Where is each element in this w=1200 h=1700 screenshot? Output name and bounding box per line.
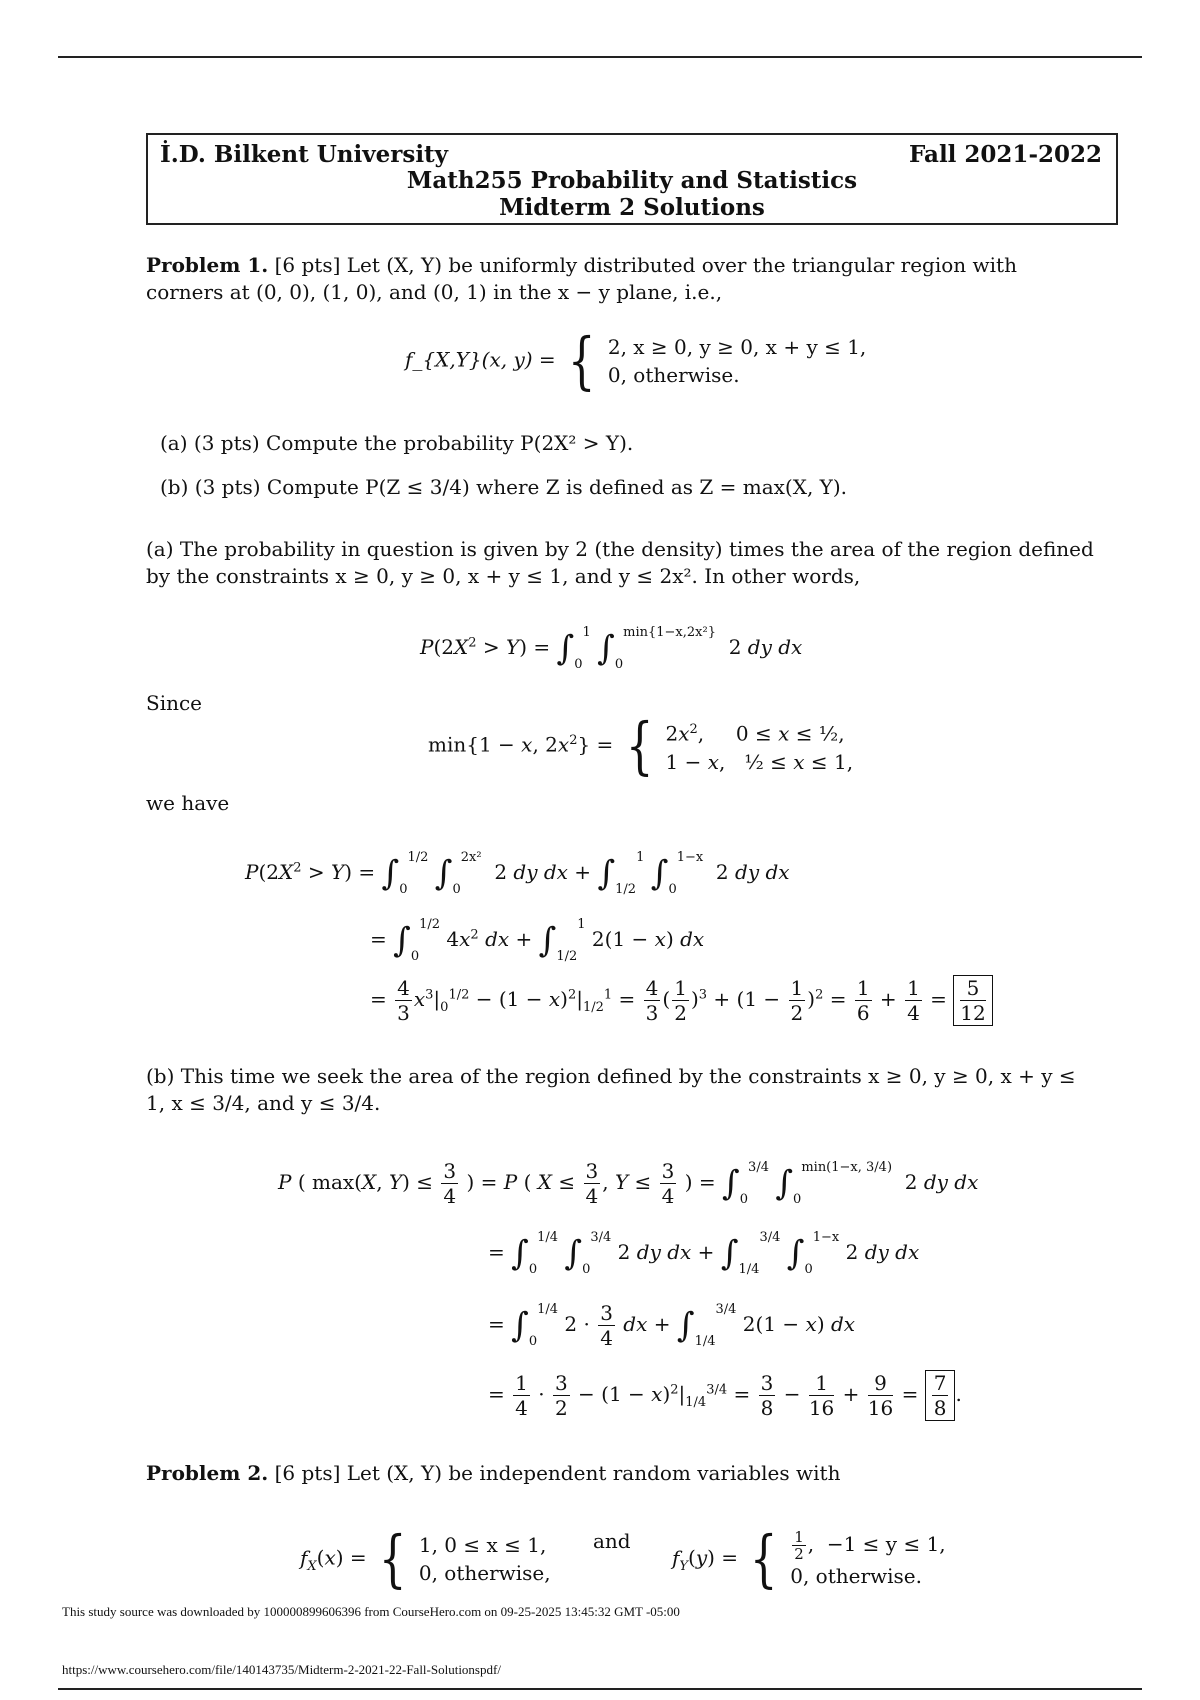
exam-header	[146, 133, 1118, 225]
term-label: Fall 2021-2022	[908, 141, 1102, 168]
fx-density: $f_X(x)$ = { 1, 0 ≤ x ≤ 1, 0, otherwise,	[300, 1522, 551, 1595]
computation-b-line4: = $\frac{1}{4}$ · $\frac{3}{2}$ − $(1 - x)^2|_{1/4}^{3/4}$ = $\frac{3}{8}$ − $\frac{1}{16}$ + $\frac{9}{16}$ = $\frac{7}{8}$ .	[488, 1371, 962, 1420]
part-a-question: (a) (3 pts) Compute the probability P(2X² > Y).	[160, 431, 634, 455]
exam-title: Midterm 2 Solutions	[499, 194, 765, 221]
joint-density: f_{X,Y}(x, y) = { 2, x ≥ 0, y ≥ 0, x + y ≤ 1, 0, otherwise.	[405, 324, 867, 397]
source-url[interactable]: https://www.coursehero.com/file/140143735/Midterm-2-2021-22-Fall-Solutionspdf/	[62, 1662, 501, 1677]
computation-b-line2: = $\int_0^{1/4}$ $\int_0^{3/4}$ 2 dy dx + $\int_{1/4}^{3/4}$ $\int_0^{1-x}$ 2 dy dx	[488, 1230, 920, 1277]
density-case-1: 2, x ≥ 0, y ≥ 0, x + y ≤ 1,	[607, 335, 867, 359]
integral-setup-a: $P(2X^2 > Y) = \int_0^1$ $\int_0^{min\{1-x,2x^2\}}$ 2 dy dx	[420, 625, 803, 672]
problem2-label: Problem 2.	[146, 1461, 269, 1485]
answer-a-box	[953, 975, 992, 1026]
computation-b-line3: = $\int_0^{1/4}$ 2 · $\frac{3}{4}$ dx + $\int_{1/4}^{3/4}$ 2(1 − x) dx	[488, 1301, 856, 1350]
answer-a-denominator: 12	[960, 1001, 986, 1025]
course-title: Math255 Probability and Statistics	[406, 167, 858, 194]
density-case-2: 0, otherwise.	[607, 363, 740, 387]
part-b-question: (b) (3 pts) Compute P(Z ≤ 3/4) where Z is defined as Z = max(X, Y).	[160, 475, 848, 499]
computation-a-line3: = $\frac{4}{3}$ $x^3|_0^{1/2} - (1 - x)^2|_{1/2}^1$ = $\frac{4}{3}$ ( $\frac{1}{2}$ )$^3$ + (1 − $\frac{1}{2}$ )$^2$ = $\frac{1}{6}$ + $\frac{1}{4}$ = $\frac{5}{12}$	[370, 975, 993, 1026]
fx-case-2: 0, otherwise,	[418, 1561, 551, 1585]
computation-a-line1: $P(2X^2 > Y) = \int_0^{1/2}$ $\int_0^{2x^2}$ 2 dy dx + $\int_{1/2}^1$ $\int_0^{1-x}$ 2 dy dx	[245, 850, 790, 897]
computation-a-line2: = $\int_0^{1/2}$ $4x^2$ dx + $\int_{1/2}^1$ 2(1 − x) dx	[370, 917, 705, 964]
density-lhs: f_{X,Y}(x, y) =	[405, 347, 556, 372]
answer-b-denominator: 8	[933, 1396, 947, 1420]
fy-density: $f_Y(y)$ = { $\frac{1}{2}$ , −1 ≤ y ≤ 1, 0, otherwise.	[672, 1522, 946, 1595]
we-have-label: we have	[146, 791, 230, 815]
bottom-rule	[58, 1688, 1142, 1690]
answer-b-numerator: 7	[933, 1371, 947, 1395]
fx-case-1: 1, 0 ≤ x ≤ 1,	[418, 1533, 547, 1557]
top-rule	[58, 56, 1142, 58]
and-word: and	[593, 1529, 631, 1553]
fy-case-2: 0, otherwise.	[790, 1563, 922, 1588]
problem2-text: [6 pts] Let (X, Y) be independent random variables with	[274, 1461, 841, 1485]
problem2-statement	[146, 1460, 1096, 1487]
download-note: This study source was downloaded by 100000899606396 from CourseHero.com on 09-25-2025 13:45:32 GMT -05:00	[62, 1604, 680, 1619]
university-name: İ.D. Bilkent University	[160, 141, 449, 168]
problem1-label: Problem 1.	[146, 253, 269, 277]
problem1-statement	[146, 252, 1096, 306]
since-label: Since	[146, 691, 203, 715]
answer-a-numerator: 5	[960, 976, 985, 1001]
problem1-text: [6 pts] Let (X, Y) be uniformly distributed over the triangular region with corners at (0, 0), (1, 0), and (0, 1) in the x − y plane, i.e.,	[146, 253, 1017, 304]
answer-b-box	[925, 1370, 956, 1421]
solution-b-intro: (b) This time we seek the area of the region defined by the constraints x ≥ 0, y ≥ 0, x + y ≤ 1, x ≤ 3/4, and y ≤ 3/4.	[146, 1064, 1076, 1115]
computation-b-line1: P ( max(X, Y) ≤ $\frac{3}{4}$ ) = P ( X ≤ $\frac{3}{4}$ , Y ≤ $\frac{3}{4}$ ) = $\int_0^{3/4}$ $\int_0^{min(1-x, 3/4)}$ 2 dy dx	[278, 1159, 979, 1208]
fy-case-1: −1 ≤ y ≤ 1,	[826, 1531, 946, 1556]
solution-a-intro: (a) The probability in question is given by 2 (the density) times the area of the region defined by the constraints x ≥ 0, y ≥ 0, x + y ≤ 1, and y ≤ 2x². In other words,	[146, 537, 1094, 588]
min-piecewise: min{1 − x, $2x^2$} = { $2x^2$, 0 ≤ x ≤ ½, 1 − x, ½ ≤ x ≤ 1,	[428, 709, 854, 782]
